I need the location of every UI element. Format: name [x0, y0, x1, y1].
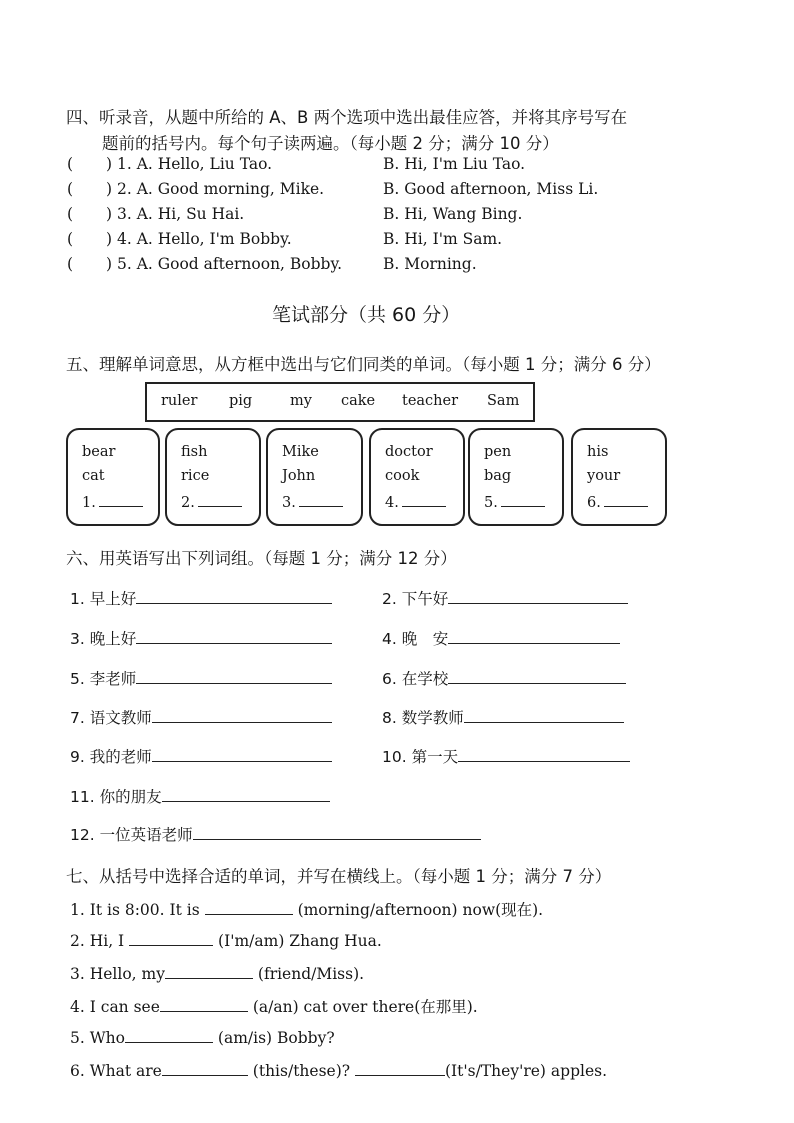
- sentence-text: 5. Who: [70, 1029, 125, 1047]
- answer-paren[interactable]: (: [67, 205, 74, 223]
- section6-title: 六、用英语写出下列词组。（每题 1 分；满分 12 分）: [66, 549, 457, 568]
- phrase-label: 10. 第一天: [382, 748, 459, 766]
- option-b: B. Morning.: [383, 255, 477, 273]
- sentence-text: (morning/afternoon) now(现在).: [297, 901, 544, 919]
- option-a: ) 2. A. Good morning, Mike.: [106, 180, 325, 198]
- written-part-title: 笔试部分（共 60 分）: [272, 304, 461, 326]
- phrase-item-3: [70, 627, 332, 649]
- answer-line[interactable]: [448, 588, 628, 604]
- word-bank-item: pig: [229, 393, 253, 409]
- section4-title-line1: 四、听录音，从题中所给的 A、B 两个选项中选出最佳应答，并将其序号写在: [66, 108, 628, 127]
- option-a: ) 5. A. Good afternoon, Bobby.: [106, 255, 343, 273]
- sentence-text: (friend/Miss).: [257, 965, 365, 983]
- answer-paren[interactable]: (: [67, 230, 74, 248]
- answer-line[interactable]: [125, 1027, 213, 1043]
- word-bank-item: ruler: [161, 393, 198, 409]
- phrase-item-11: [70, 785, 330, 807]
- option-b: B. Hi, I'm Sam.: [383, 230, 503, 248]
- answer-line[interactable]: [152, 746, 332, 762]
- answer-paren[interactable]: (: [67, 255, 74, 273]
- sentence-4: [70, 995, 478, 1017]
- card-number: 3.: [282, 495, 296, 511]
- phrase-label: 6. 在学校: [382, 670, 449, 688]
- answer-line[interactable]: [136, 668, 332, 684]
- sentence-5: [70, 1027, 335, 1047]
- card-number: 1.: [82, 495, 96, 511]
- sentence-text: (It's/They're) apples.: [445, 1062, 608, 1080]
- card-number: 6.: [587, 495, 601, 511]
- phrase-label: 8. 数学教师: [382, 709, 464, 727]
- card-word: bear: [82, 444, 116, 460]
- answer-blank[interactable]: [299, 494, 343, 507]
- sentence-text: (a/an) cat over there(在那里).: [252, 998, 478, 1016]
- card-number: 5.: [484, 495, 498, 511]
- answer-blank[interactable]: [402, 494, 446, 507]
- answer-blank[interactable]: [501, 494, 545, 507]
- answer-paren[interactable]: (: [67, 155, 74, 173]
- answer-line[interactable]: [136, 628, 332, 644]
- phrase-item-6: [382, 667, 626, 689]
- phrase-item-8: [382, 706, 624, 728]
- option-a: ) 4. A. Hello, I'm Bobby.: [106, 230, 292, 248]
- sentence-3: [70, 963, 364, 983]
- answer-blank[interactable]: [198, 494, 242, 507]
- word-card-3: [266, 428, 363, 526]
- phrase-label: 7. 语文教师: [70, 709, 152, 727]
- word-bank-item: my: [290, 393, 312, 409]
- word-bank-item: cake: [341, 393, 376, 409]
- answer-line[interactable]: [162, 786, 330, 802]
- section7-title: 七、从括号中选择合适的单词，并写在横线上。（每小题 1 分；满分 7 分）: [66, 867, 612, 886]
- card-word: doctor: [385, 444, 433, 460]
- option-a: ) 1. A. Hello, Liu Tao.: [106, 155, 273, 173]
- card-answer[interactable]: [587, 494, 648, 511]
- answer-paren[interactable]: (: [67, 180, 74, 198]
- word-card-5: [468, 428, 564, 526]
- answer-blank[interactable]: [99, 494, 143, 507]
- card-number: 4.: [385, 495, 399, 511]
- phrase-label: 3. 晚上好: [70, 630, 137, 648]
- card-word: Mike: [282, 444, 319, 460]
- answer-line[interactable]: [448, 668, 626, 684]
- card-answer[interactable]: [385, 494, 446, 511]
- answer-line[interactable]: [152, 707, 332, 723]
- phrase-label: 12. 一位英语老师: [70, 826, 193, 844]
- word-bank-item: Sam: [487, 393, 520, 409]
- phrase-item-1: [70, 587, 332, 609]
- section5-title: 五、理解单词意思，从方框中选出与它们同类的单词。（每小题 1 分；满分 6 分）: [66, 355, 661, 374]
- card-word: John: [282, 468, 316, 484]
- word-card-1: [66, 428, 160, 526]
- card-word: cook: [385, 468, 420, 484]
- phrase-item-4: [382, 627, 620, 649]
- sentence-text: 6. What are: [70, 1062, 162, 1080]
- sentence-text: 3. Hello, my: [70, 965, 165, 983]
- answer-line[interactable]: [162, 1060, 248, 1076]
- phrase-label: 2. 下午好: [382, 590, 449, 608]
- word-bank-item: teacher: [402, 393, 459, 409]
- answer-line[interactable]: [160, 996, 248, 1012]
- option-b: B. Hi, I'm Liu Tao.: [383, 155, 526, 173]
- answer-line[interactable]: [129, 930, 213, 946]
- section4-title-line2: 题前的括号内。每个句子读两遍。（每小题 2 分；满分 10 分）: [102, 134, 559, 153]
- card-word: cat: [82, 468, 105, 484]
- phrase-item-9: [70, 745, 332, 767]
- card-answer[interactable]: [181, 494, 242, 511]
- sentence-text: 4. I can see: [70, 998, 160, 1016]
- sentence-text: (am/is) Bobby?: [217, 1029, 335, 1047]
- phrase-label: 9. 我的老师: [70, 748, 152, 766]
- answer-blank[interactable]: [604, 494, 648, 507]
- card-word: bag: [484, 468, 512, 484]
- answer-line[interactable]: [136, 588, 332, 604]
- option-a: ) 3. A. Hi, Su Hai.: [106, 205, 245, 223]
- word-card-2: [165, 428, 261, 526]
- card-answer[interactable]: [82, 494, 143, 511]
- card-word: pen: [484, 444, 512, 460]
- answer-line[interactable]: [165, 963, 253, 979]
- answer-line[interactable]: [464, 707, 624, 723]
- card-word: fish: [181, 444, 208, 460]
- answer-line[interactable]: [355, 1060, 445, 1076]
- phrase-item-2: [382, 587, 628, 609]
- sentence-text: (I'm/am) Zhang Hua.: [218, 932, 382, 950]
- word-card-4: [369, 428, 465, 526]
- sentence-6: [70, 1060, 607, 1080]
- card-word: your: [587, 468, 621, 484]
- phrase-label: 4. 晚 安: [382, 630, 449, 648]
- phrase-item-12: [70, 823, 481, 845]
- sentence-text: (this/these)?: [252, 1062, 351, 1080]
- phrase-label: 11. 你的朋友: [70, 788, 162, 806]
- option-b: B. Good afternoon, Miss Li.: [383, 180, 599, 198]
- card-answer[interactable]: [484, 494, 545, 511]
- word-bank-box: [145, 382, 535, 422]
- card-number: 2.: [181, 495, 195, 511]
- card-word: his: [587, 444, 609, 460]
- answer-line[interactable]: [205, 899, 293, 915]
- option-b: B. Hi, Wang Bing.: [383, 205, 523, 223]
- card-answer[interactable]: [282, 494, 343, 511]
- phrase-label: 1. 早上好: [70, 590, 137, 608]
- sentence-text: 1. It is 8:00. It is: [70, 901, 200, 919]
- sentence-text: 2. Hi, I: [70, 932, 125, 950]
- answer-line[interactable]: [193, 824, 481, 840]
- sentence-2: [70, 930, 382, 950]
- sentence-1: [70, 898, 543, 920]
- card-word: rice: [181, 468, 210, 484]
- phrase-item-7: [70, 706, 332, 728]
- answer-line[interactable]: [458, 746, 630, 762]
- answer-line[interactable]: [448, 628, 620, 644]
- phrase-label: 5. 李老师: [70, 670, 137, 688]
- word-card-6: [571, 428, 667, 526]
- phrase-item-5: [70, 667, 332, 689]
- phrase-item-10: [382, 745, 630, 767]
